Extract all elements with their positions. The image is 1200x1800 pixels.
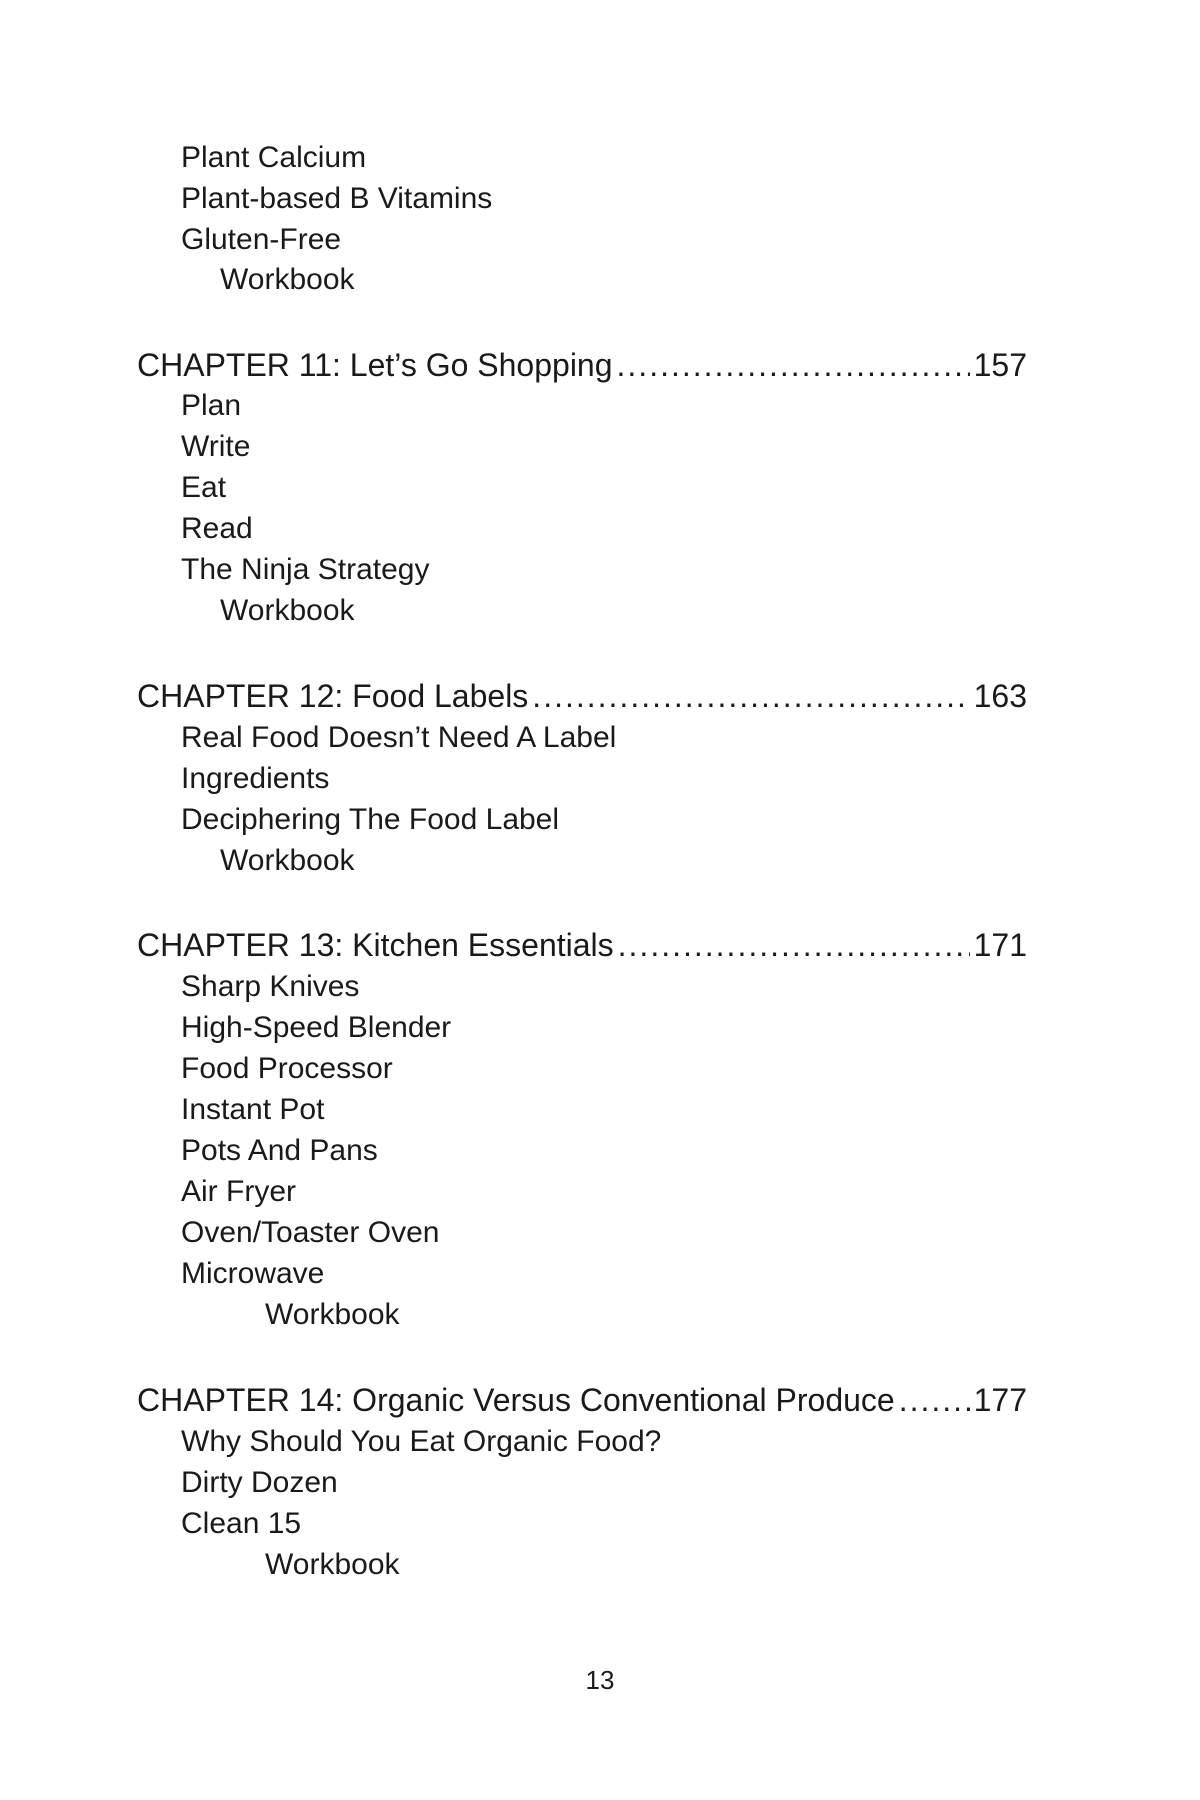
toc-item: Deciphering The Food Label bbox=[181, 803, 560, 836]
toc-item: Plant-based B Vitamins bbox=[181, 182, 493, 215]
toc-item: Oven/Toaster Oven bbox=[181, 1216, 440, 1249]
chapter-page-number: 177 bbox=[973, 1382, 1027, 1418]
toc-workbook: Workbook bbox=[220, 594, 355, 627]
chapter-heading bbox=[137, 925, 1027, 965]
toc-item: Real Food Doesn’t Need A Label bbox=[181, 721, 617, 754]
toc-item: Why Should You Eat Organic Food? bbox=[181, 1425, 662, 1458]
chapter-heading bbox=[137, 1380, 1027, 1420]
chapter-page-number: 163 bbox=[973, 678, 1027, 714]
toc-item: The Ninja Strategy bbox=[181, 553, 430, 586]
dot-leader bbox=[618, 925, 970, 965]
chapter-title: CHAPTER 11: Let’s Go Shopping bbox=[137, 347, 613, 383]
toc-item: High-Speed Blender bbox=[181, 1011, 452, 1044]
chapter-title: CHAPTER 13: Kitchen Essentials bbox=[137, 927, 614, 963]
dot-leader bbox=[617, 345, 970, 385]
toc-workbook: Workbook bbox=[220, 263, 355, 296]
page-number: 13 bbox=[585, 1665, 615, 1695]
toc-workbook: Workbook bbox=[265, 1298, 400, 1331]
toc-item: Plant Calcium bbox=[181, 141, 367, 174]
toc-item: Instant Pot bbox=[181, 1093, 325, 1126]
toc-item: Read bbox=[181, 512, 253, 545]
chapter-title: CHAPTER 14: Organic Versus Conventional Produce bbox=[137, 1382, 895, 1418]
toc-item: Write bbox=[181, 430, 251, 463]
dot-leader bbox=[532, 676, 969, 716]
toc-item: Eat bbox=[181, 471, 227, 504]
chapter-heading bbox=[137, 676, 1027, 716]
toc-item: Air Fryer bbox=[181, 1175, 296, 1208]
chapter-title: CHAPTER 12: Food Labels bbox=[137, 678, 529, 714]
toc-item: Plan bbox=[181, 389, 242, 422]
toc-item: Clean 15 bbox=[181, 1507, 302, 1540]
toc-item: Pots And Pans bbox=[181, 1134, 378, 1167]
chapter-heading bbox=[137, 345, 1027, 385]
toc-item: Dirty Dozen bbox=[181, 1466, 338, 1499]
chapter-page-number: 171 bbox=[973, 927, 1027, 963]
toc-item: Microwave bbox=[181, 1257, 325, 1290]
toc-item: Sharp Knives bbox=[181, 970, 360, 1003]
dot-leader bbox=[899, 1380, 970, 1420]
toc-item: Ingredients bbox=[181, 762, 330, 795]
chapter-page-number: 157 bbox=[973, 347, 1027, 383]
toc-item: Food Processor bbox=[181, 1052, 393, 1085]
toc-item: Gluten-Free bbox=[181, 223, 342, 256]
toc-workbook: Workbook bbox=[220, 844, 355, 877]
toc-workbook: Workbook bbox=[265, 1548, 400, 1581]
